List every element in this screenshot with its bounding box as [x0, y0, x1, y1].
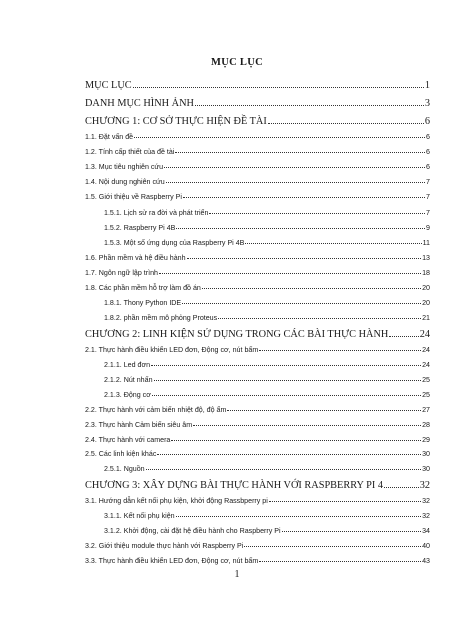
toc-entry[interactable]: [85, 497, 430, 505]
toc-dot-leader: [176, 228, 425, 229]
toc-entry[interactable]: [104, 512, 430, 520]
toc-entry[interactable]: [104, 527, 430, 535]
toc-entry-page: 6: [426, 163, 430, 171]
toc-entry[interactable]: [85, 450, 430, 458]
toc-entry[interactable]: [85, 98, 430, 109]
toc-dot-leader: [187, 258, 422, 259]
toc-entry[interactable]: [104, 391, 430, 399]
toc-entry[interactable]: [85, 178, 430, 186]
toc-dot-leader: [193, 425, 421, 426]
toc-entry-label: 1.8.2. phần mềm mô phỏng Proteus: [104, 314, 218, 322]
toc-entry-label: 1.6. Phần mềm và hệ điều hành: [85, 254, 186, 262]
toc-entry-label: 2.1.3. Động cơ: [104, 391, 151, 399]
toc-dot-leader: [183, 197, 425, 198]
toc-entry-page: 24: [419, 329, 430, 340]
toc-entry[interactable]: [85, 148, 430, 156]
toc-dot-leader: [389, 336, 418, 337]
toc-entry-label: 2.1.2. Nút nhấn: [104, 376, 153, 384]
toc-dot-leader: [176, 516, 422, 517]
toc-entry-page: 9: [426, 224, 430, 232]
toc-entry[interactable]: [85, 436, 430, 444]
toc-entry-page: 30: [422, 465, 430, 473]
toc-dot-leader: [202, 288, 421, 289]
toc-entry[interactable]: [85, 557, 430, 565]
toc-dot-leader: [134, 137, 425, 138]
toc-dot-leader: [259, 561, 421, 562]
toc-entry-label: 3.1. Hướng dẫn kết nối phụ kiện, khởi động Rassbperry pi: [85, 497, 268, 505]
toc-dot-leader: [152, 395, 421, 396]
toc-entry-label: 1.7. Ngôn ngữ lập trình: [85, 269, 158, 277]
toc-dot-leader: [164, 167, 425, 168]
toc-entry-page: 6: [426, 148, 430, 156]
toc-dot-leader: [157, 454, 421, 455]
toc-entry-page: 43: [422, 557, 430, 565]
toc-entry[interactable]: [85, 421, 430, 429]
toc-entry-page: 13: [422, 254, 430, 262]
toc-entry-page: 7: [426, 209, 430, 217]
toc-dot-leader: [195, 105, 424, 106]
toc-entry-label: 2.4. Thực hành với camera: [85, 436, 171, 444]
toc-entry-label: 1.8. Các phần mềm hỗ trợ làm đồ án: [85, 284, 201, 292]
toc-entry-page: 28: [422, 421, 430, 429]
toc-entry-page: 27: [422, 406, 430, 414]
toc-entry-page: 7: [426, 193, 430, 201]
toc-entry-label: 2.5.1. Nguồn: [104, 465, 145, 473]
toc-entry-page: 32: [422, 497, 430, 505]
toc-dot-leader: [166, 182, 425, 183]
toc-entry-label: 2.5. Các linh kiện khác: [85, 450, 157, 458]
toc-entry-page: 20: [422, 284, 430, 292]
toc-dot-leader: [154, 380, 422, 381]
toc-entry-page: 18: [422, 269, 430, 277]
toc-entry[interactable]: [85, 480, 430, 491]
toc-entry-label: CHƯƠNG 2: LINH KIỆN SỬ DỤNG TRONG CÁC BÀI THỰC HÀNH: [85, 329, 389, 340]
toc-entry[interactable]: [85, 406, 430, 414]
toc-entry[interactable]: [104, 209, 430, 217]
toc-entry[interactable]: [85, 254, 430, 262]
toc-dot-leader: [269, 501, 421, 502]
toc-entry-label: 1.1. Đặt vấn đề: [85, 133, 134, 141]
toc-entry-label: 2.3. Thực hành Cảm biến siêu âm: [85, 421, 193, 429]
toc-entry[interactable]: [104, 224, 430, 232]
toc-entry-label: 2.2. Thực hành với cảm biến nhiệt độ, độ ẩm: [85, 406, 227, 414]
toc-entry[interactable]: [104, 314, 430, 322]
toc-entry-page: 3: [424, 98, 430, 109]
toc-entry[interactable]: [104, 376, 430, 384]
toc-entry-page: 6: [426, 133, 430, 141]
toc-dot-leader: [171, 440, 421, 441]
toc-entry-page: 11: [422, 239, 430, 247]
toc-entry-page: 20: [422, 299, 430, 307]
toc-entry-page: 32: [419, 480, 430, 491]
toc-entry-page: 1: [424, 80, 430, 91]
toc-dot-leader: [146, 469, 421, 470]
toc-dot-leader: [259, 350, 421, 351]
toc-entry-page: 25: [422, 391, 430, 399]
toc-entry-label: DANH MỤC HÌNH ẢNH: [85, 98, 194, 109]
toc-entry-label: 3.1.1. Kết nối phụ kiện: [104, 512, 175, 520]
toc-entry[interactable]: [85, 80, 430, 91]
toc-entry-label: 2.1. Thực hành điều khiển LED đơn, Động cơ, nút bấm: [85, 346, 259, 354]
toc-entry[interactable]: [85, 133, 430, 141]
toc-entry[interactable]: [85, 269, 430, 277]
toc-dot-leader: [268, 123, 424, 124]
toc-entry-label: MỤC LỤC: [85, 80, 132, 91]
toc-entry-page: 7: [426, 178, 430, 186]
toc-dot-leader: [151, 365, 421, 366]
toc-entry-label: 1.4. Nội dung nghiên cứu: [85, 178, 165, 186]
toc-entry[interactable]: [85, 346, 430, 354]
toc-entry-label: 1.8.1. Thony Python IDE: [104, 299, 182, 307]
toc-dot-leader: [384, 487, 419, 488]
toc-entry-label: 3.2. Giới thiệu module thực hành với Raspberry Pi: [85, 542, 244, 550]
toc-dot-leader: [227, 410, 421, 411]
toc-entry[interactable]: [104, 465, 430, 473]
toc-entry[interactable]: [104, 299, 430, 307]
toc-dot-leader: [182, 303, 421, 304]
toc-entry[interactable]: [85, 193, 430, 201]
toc-entry-page: 25: [422, 376, 430, 384]
toc-entry[interactable]: [104, 239, 430, 247]
toc-dot-leader: [175, 152, 425, 153]
toc-dot-leader: [244, 546, 421, 547]
toc-entry-page: 6: [424, 116, 430, 127]
toc-entry-page: 29: [422, 436, 430, 444]
toc-entry-page: 30: [422, 450, 430, 458]
toc-dot-leader: [159, 273, 421, 274]
toc-entry-page: 40: [422, 542, 430, 550]
toc-entry[interactable]: [85, 542, 430, 550]
toc-entry-label: 1.5.1. Lịch sử ra đời và phát triển: [104, 209, 209, 217]
toc-entry-label: 2.1.1. Led đơn: [104, 361, 151, 369]
toc-entry-label: 3.3. Thực hành điều khiển LED đơn, Động cơ, nút bấm: [85, 557, 259, 565]
toc-entry-label: CHƯƠNG 3: XÂY DỰNG BÀI THỰC HÀNH VỚI RASPBERRY PI 4: [85, 480, 384, 491]
toc-entry-label: 1.5.3. Một số ứng dụng của Raspberry Pi 4B: [104, 239, 245, 247]
page-title: MỤC LỤC: [211, 57, 263, 68]
toc-entry-page: 32: [422, 512, 430, 520]
toc-entry[interactable]: [85, 284, 430, 292]
toc-dot-leader: [282, 531, 422, 532]
toc-entry-label: 1.5.2. Raspberry Pi 4B: [104, 224, 176, 232]
toc-entry-page: 34: [422, 527, 430, 535]
toc-entry-label: 1.5. Giới thiệu về Raspberry Pi: [85, 193, 182, 201]
toc-entry-label: 1.2. Tính cấp thiết của đề tài: [85, 148, 175, 156]
toc-dot-leader: [245, 243, 421, 244]
page-number: 1: [234, 569, 240, 580]
toc-dot-leader: [218, 318, 421, 319]
toc-entry-label: CHƯƠNG 1: CƠ SỞ THỰC HIỆN ĐỀ TÀI: [85, 116, 267, 127]
toc-entry-label: 1.3. Mục tiêu nghiên cứu: [85, 163, 164, 171]
toc-entry[interactable]: [85, 163, 430, 171]
toc-dot-leader: [133, 87, 424, 88]
toc-entry[interactable]: [85, 116, 430, 127]
toc-entry-page: 21: [422, 314, 430, 322]
toc-entry-page: 24: [422, 361, 430, 369]
toc-entry[interactable]: [104, 361, 430, 369]
toc-entry-page: 24: [422, 346, 430, 354]
toc-entry-label: 3.1.2. Khởi động, cài đặt hệ điều hành cho Raspberry Pi: [104, 527, 281, 535]
toc-entry[interactable]: [85, 329, 430, 340]
toc-dot-leader: [209, 213, 425, 214]
